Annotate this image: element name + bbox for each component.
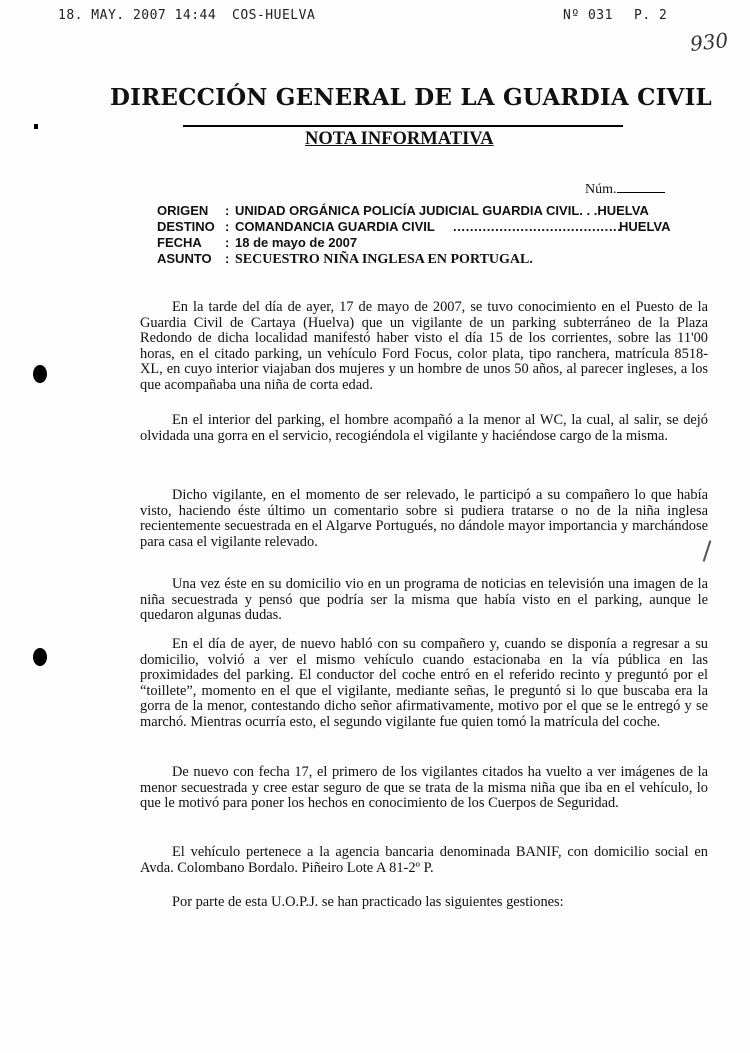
binding-hole [33, 648, 47, 666]
document-type: NOTA INFORMATIVA [305, 129, 494, 149]
fax-page: P. 2 [634, 8, 668, 23]
binding-hole [33, 365, 47, 383]
body-paragraph: Dicho vigilante, en el momento de ser relevado, le participó a su compañero lo que había visto, haciendo éste último un comentario sobre si pudiera tratarse o no de la niña inglesa recientemente secuestrada en el Algarve Portugués, no dándole mayor importancia y marchándose para casa el vigilante relevado. [140, 487, 708, 550]
handwritten-page-number: 930 [688, 28, 730, 56]
dot-leader: ........................................ [453, 219, 622, 234]
fax-sender: COS-HUELVA [232, 8, 316, 23]
punch-mark [34, 124, 38, 129]
num-blank [617, 181, 665, 193]
field-origen: ORIGEN : UNIDAD ORGÁNICA POLICÍA JUDICIAL GUARDIA CIVIL. . .HUELVA [157, 203, 649, 218]
field-destino: DESTINO : COMANDANCIA GUARDIA CIVIL ........................................ HUELVA [157, 219, 671, 234]
num-label: Núm. [585, 182, 617, 197]
body-paragraph: De nuevo con fecha 17, el primero de los vigilantes citados ha vuelto a ver imágenes de la menor secuestrada y cree estar seguro de que se trata de la misma niña que iba en el vehículo, lo que le motivó para poner los hechos en conocimiento de los Cuerpos de Seguridad. [140, 764, 708, 812]
field-label: FECHA [157, 235, 202, 250]
field-label: ORIGEN [157, 203, 209, 218]
field-value: SECUESTRO NIÑA INGLESA EN PORTUGAL. [235, 252, 533, 267]
title-rule [183, 125, 623, 127]
body-paragraph: Una vez éste en su domicilio vio en un programa de noticias en televisión una imagen de la niña secuestrada y pensó que podría ser la misma que había visto en el parking, aunque le quedaron algunas dudas. [140, 576, 708, 624]
body-paragraph: Por parte de esta U.O.P.J. se han practicado las siguientes gestiones: [172, 894, 564, 910]
fax-date: 18. MAY. 2007 14:44 [58, 8, 217, 23]
organization-title: DIRECCIÓN GENERAL DE LA GUARDIA CIVIL [110, 84, 712, 111]
field-value: UNIDAD ORGÁNICA POLICÍA JUDICIAL GUARDIA CIVIL. . .HUELVA [235, 203, 649, 218]
body-paragraph: En el día de ayer, de nuevo habló con su compañero y, cuando se disponía a regresar a su domicilio, volvió a ver el mismo vehículo cuando estacionaba en la vía pública en las proximidades del parking. El conductor del coche entró en el referido recinto y preguntó por el “toillete”, momento en el que el vigilante, mediante señas, le preguntó si lo que buscaba era la gorra de la menor, contestando dicho señor afirmativamente, motivo por el que se le entregó y se marchó. Mientras ocurría esto, el segundo vigilante fue quien tomó la matrícula del coche. [140, 636, 708, 730]
field-value: 18 de mayo de 2007 [235, 235, 358, 250]
fax-number: Nº 031 [563, 8, 613, 23]
body-paragraph: El vehículo pertenece a la agencia bancaria denominada BANIF, con domicilio social en Avda. Colombano Bordalo. Piñeiro Lote A 81-2º P. [140, 844, 708, 876]
field-value: COMANDANCIA GUARDIA CIVIL [235, 219, 435, 234]
field-label: DESTINO [157, 219, 215, 234]
body-paragraph: En el interior del parking, el hombre acompañó a la menor al WC, la cual, al salir, se dejó olvidada una gorra en el servicio, recogiéndola el vigilante y haciéndose cargo de la misma. [140, 412, 708, 444]
body-paragraph: En la tarde del día de ayer, 17 de mayo de 2007, se tuvo conocimiento en el Puesto de la Guardia Civil de Cartaya (Huelva) que un vigilante de un parking subterráneo de la Plaza Redondo de dicha localidad manifestó haber visto el día 15 de los corrientes, sobre las 11'00 horas, en el citado parking, un vehículo Ford Focus, color plata, tipo ranchera, matrícula 8518-XL, en cuyo interior viajaban dos mujeres y un hombre de unos 50 años, al parecer ingleses, a los que acompañaba una niña de corta edad. [140, 299, 708, 393]
document-number [585, 181, 665, 198]
field-label: ASUNTO [157, 251, 212, 266]
field-location: HUELVA [619, 219, 671, 234]
field-fecha: FECHA : 18 de mayo de 2007 [157, 235, 358, 250]
field-asunto: ASUNTO : SECUESTRO NIÑA INGLESA EN PORTUGAL. [157, 251, 533, 267]
